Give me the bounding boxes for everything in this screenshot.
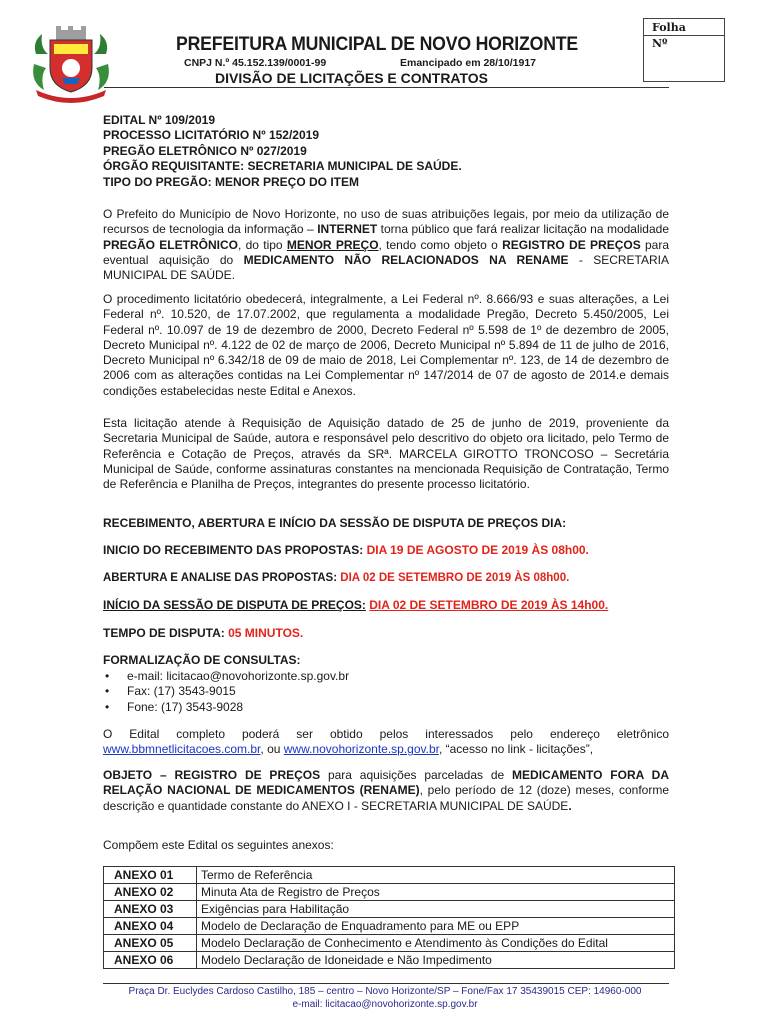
header-cnpj: CNPJ N.º 45.152.139/0001-99: [184, 57, 327, 69]
anexo-desc: Minuta Ata de Registro de Preços: [197, 884, 675, 901]
anexo-id: ANEXO 05: [104, 935, 197, 952]
tempo-disputa: TEMPO DE DISPUTA: 05 MINUTOS.: [103, 626, 304, 640]
folha-box: [643, 18, 725, 82]
table-row: [104, 901, 675, 918]
consulta-fax: • Fax: (17) 3543-9015: [103, 684, 669, 699]
consulta-fone: • Fone: (17) 3543-9028: [103, 700, 669, 715]
table-row: [104, 918, 675, 935]
requisition-paragraph: Esta licitação atende à Requisição de Aquisição datado de 25 de junho de 2019, proveniente da Secretaria Municipal de Saúde, autora e responsável pelo descritivo do objeto ora licitado, pelo Termo de Referência e Cotação de Preços, através da SRª. MARCELA GIROTTO TRONCOSO – Secretária Municipal de Saúde, conforme assinaturas constantes na mencionada Requisição de Contratação, Termo de Referência e Planilha de Preços, integrantes do presente processo licitatório.: [103, 416, 669, 492]
anexo-desc: Modelo Declaração de Idoneidade e Não Impedimento: [197, 952, 675, 969]
folha-divider: [644, 35, 724, 36]
anexo-desc: Modelo Declaração de Conhecimento e Atendimento às Condições do Edital: [197, 935, 675, 952]
anexo-id: ANEXO 04: [104, 918, 197, 935]
table-row: [104, 884, 675, 901]
inicio-sessao: INÍCIO DA SESSÃO DE DISPUTA DE PREÇOS: DIA 02 DE SETEMBRO DE 2019 ÀS 14h00.: [103, 598, 609, 612]
anexo-desc: Termo de Referência: [197, 867, 675, 884]
intro-paragraph: O Prefeito do Município de Novo Horizonte, no uso de suas atribuições legais, por meio da utilização de recursos de tecnologia da informação – INTERNET torna público que fará realizar licitação na modalidade PREGÃO ELETRÔNICO, do tipo MENOR PREÇO, tendo como objeto o REGISTRO DE PREÇOS para eventual aquisição do MEDICAMENTO NÃO RELACIONADOS NA RENAME - SECRETARIA MUNICIPAL DE SAÚDE.: [103, 207, 670, 283]
footer-email: e-mail: licitacao@novohorizonte.sp.gov.br: [292, 999, 478, 1010]
header-title: PREFEITURA MUNICIPAL DE NOVO HORIZONTE: [176, 34, 578, 55]
edital-info: [103, 113, 669, 190]
edital-access-paragraph: O Edital completo poderá ser obtido pelos interessados pelo endereço eletrônico www.bbmnetlicitacoes.com.br, ou www.novohorizonte.sp.gov.br, “acesso no link - licitações”,: [103, 727, 669, 757]
inicio-recebimento: INICIO DO RECEBIMENTO DAS PROPOSTAS: DIA 19 DE AGOSTO DE 2019 ÀS 08h00.: [103, 543, 589, 557]
table-row: [104, 952, 675, 969]
footer-address: Praça Dr. Euclydes Cardoso Castilho, 185 – centro – Novo Horizonte/SP – Fone/Fax 17 35439015 CEP: 14960-000: [128, 986, 642, 997]
table-row: [104, 867, 675, 884]
header-division: DIVISÃO DE LICITAÇÕES E CONTRATOS: [215, 70, 489, 86]
header-rule: [104, 87, 669, 88]
anexos-table: [103, 866, 675, 969]
novohorizonte-link[interactable]: www.novohorizonte.sp.gov.br: [283, 742, 439, 757]
orgao-requisitante: ÓRGÃO REQUISITANTE: SECRETARIA MUNICIPAL DE SAÚDE.: [103, 159, 462, 174]
footer-rule: [103, 983, 669, 984]
edital-number: EDITAL Nº 109/2019: [103, 113, 215, 127]
schedule-heading: RECEBIMENTO, ABERTURA E INÍCIO DA SESSÃO DE DISPUTA DE PREÇOS DIA:: [103, 516, 567, 530]
anexo-desc: Exigências para Habilitação: [197, 901, 675, 918]
folha-label: Folha: [652, 21, 686, 34]
numero-label: Nº: [652, 37, 668, 50]
legal-basis-paragraph: O procedimento licitatório obedecerá, integralmente, a Lei Federal nº. 8.666/93 e suas alterações, a Lei Federal nº. 10.520, de 17.07.2002, que regulamenta a modalidade Pregão, Decreto 5.450/2005, Lei Federal nº. 10.097 de 19 de dezembro de 2000, Decreto Federal nº 5.598 de 1º de dezembro de 2005, Decreto Municipal nº. 4.122 de 02 de março de 2006, Decreto Municipal nº 5.894 de 11 de julho de 2016, Decreto Municipal nº 6.342/18 de 09 de maio de 2018, Lei Complementar nº. 123, de 14 de dezembro de 2006 com as alterações contidas na Lei Complementar nº 147/2014 de 07 de agosto de 2014.e demais condições estabelecidas neste Edital e Anexos.: [103, 292, 669, 398]
consultas-heading: FORMALIZAÇÃO DE CONSULTAS:: [103, 653, 301, 667]
processo-number: PROCESSO LICITATÓRIO Nº 152/2019: [103, 128, 319, 143]
tipo-pregao: TIPO DO PREGÃO: MENOR PREÇO DO ITEM: [103, 174, 360, 189]
anexo-id: ANEXO 01: [104, 867, 197, 884]
bbmnet-link[interactable]: www.bbmnetlicitacoes.com.br: [103, 742, 261, 757]
abertura-propostas: ABERTURA E ANALISE DAS PROPOSTAS: DIA 02 DE SETEMBRO DE 2019 ÀS 08h00.: [103, 572, 570, 584]
anexos-intro: Compõem este Edital os seguintes anexos:: [103, 838, 334, 852]
objeto-paragraph: OBJETO – REGISTRO DE PREÇOS para aquisições parceladas de MEDICAMENTO FORA DA RELAÇÃO NACIONAL DE MEDICAMENTOS (RENAME), pelo período de 12 (doze) meses, conforme descrição e quantidade constante do ANEXO I - SECRETARIA MUNICIPAL DE SAÚDE.: [103, 768, 670, 813]
anexo-desc: Modelo de Declaração de Enquadramento para ME ou EPP: [197, 918, 675, 935]
consultas-list: [103, 669, 669, 715]
anexo-id: ANEXO 06: [104, 952, 197, 969]
pregao-number: PREGÃO ELETRÔNICO Nº 027/2019: [103, 143, 307, 158]
header-emancipado: Emancipado em 28/10/1917: [400, 57, 536, 69]
consulta-email: • e-mail: licitacao@novohorizonte.sp.gov.br: [103, 669, 669, 684]
anexo-id: ANEXO 02: [104, 884, 197, 901]
anexo-id: ANEXO 03: [104, 901, 197, 918]
table-row: [104, 935, 675, 952]
municipal-crest-icon: [30, 24, 112, 104]
